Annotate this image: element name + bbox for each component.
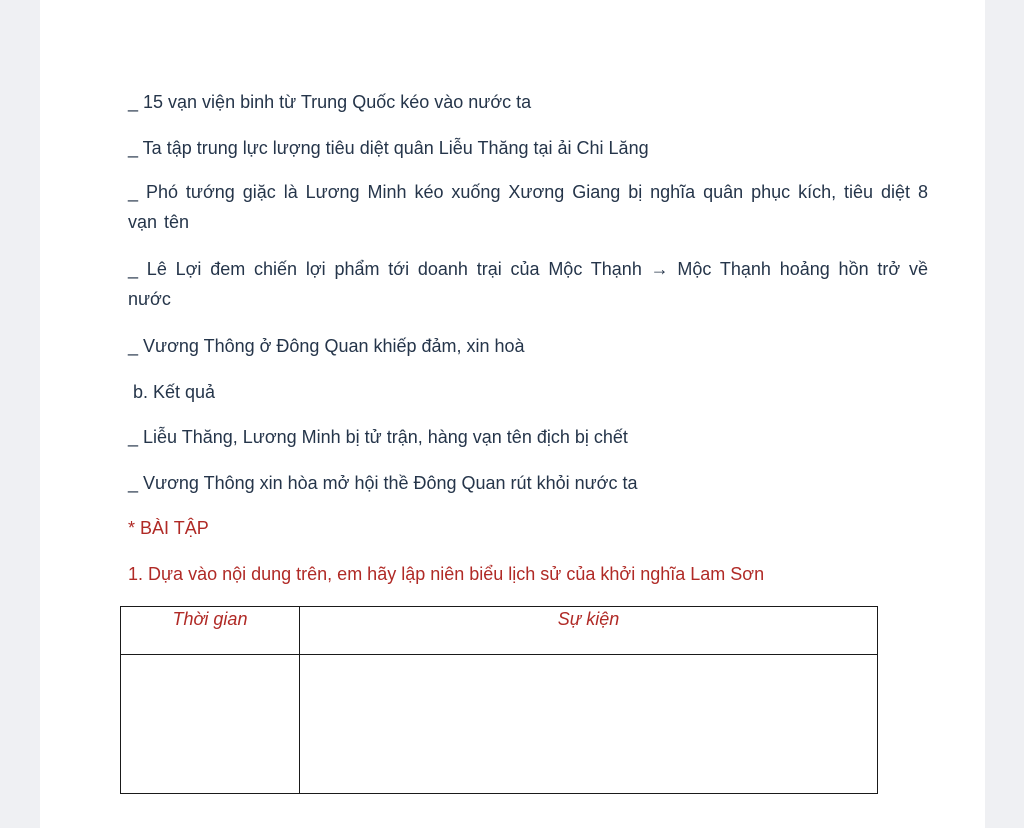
exercise-heading: * BÀI TẬP — [128, 518, 209, 538]
bullet-line-5: _ Vương Thông ở Đông Quan khiếp đảm, xin hoà — [128, 336, 525, 356]
result-heading: b. Kết quả — [133, 382, 216, 402]
header-event: Sự kiện — [300, 607, 878, 655]
bullet-line-3: _ Phó tướng giặc là Lương Minh kéo xuống Xương Giang bị nghĩa quân phục kích, tiêu diệt 8 vạn tên — [128, 182, 928, 232]
timeline-table — [120, 606, 878, 794]
table-row — [121, 655, 878, 794]
result-line-2: _ Vương Thông xin hòa mở hội thề Đông Quan rút khỏi nước ta — [128, 473, 638, 493]
bullet-line-2: _ Ta tập trung lực lượng tiêu diệt quân Liễu Thăng tại ải Chi Lăng — [128, 138, 649, 158]
document-page — [40, 0, 985, 828]
cell-time[interactable] — [121, 655, 300, 794]
bullet-line-4: _ Lê Lợi đem chiến lợi phẩm tới doanh trại của Mộc Thạnh → Mộc Thạnh hoảng hồn trở về nước — [128, 259, 928, 309]
bullet-line-1: _ 15 vạn viện binh từ Trung Quốc kéo vào nước ta — [128, 92, 532, 112]
exercise-question: 1. Dựa vào nội dung trên, em hãy lập niên biểu lịch sử của khởi nghĩa Lam Sơn — [128, 564, 765, 584]
header-time: Thời gian — [121, 607, 300, 655]
table-header-row — [121, 607, 878, 655]
cell-event[interactable] — [300, 655, 878, 794]
result-line-1: _ Liễu Thăng, Lương Minh bị tử trận, hàng vạn tên địch bị chết — [128, 427, 628, 447]
